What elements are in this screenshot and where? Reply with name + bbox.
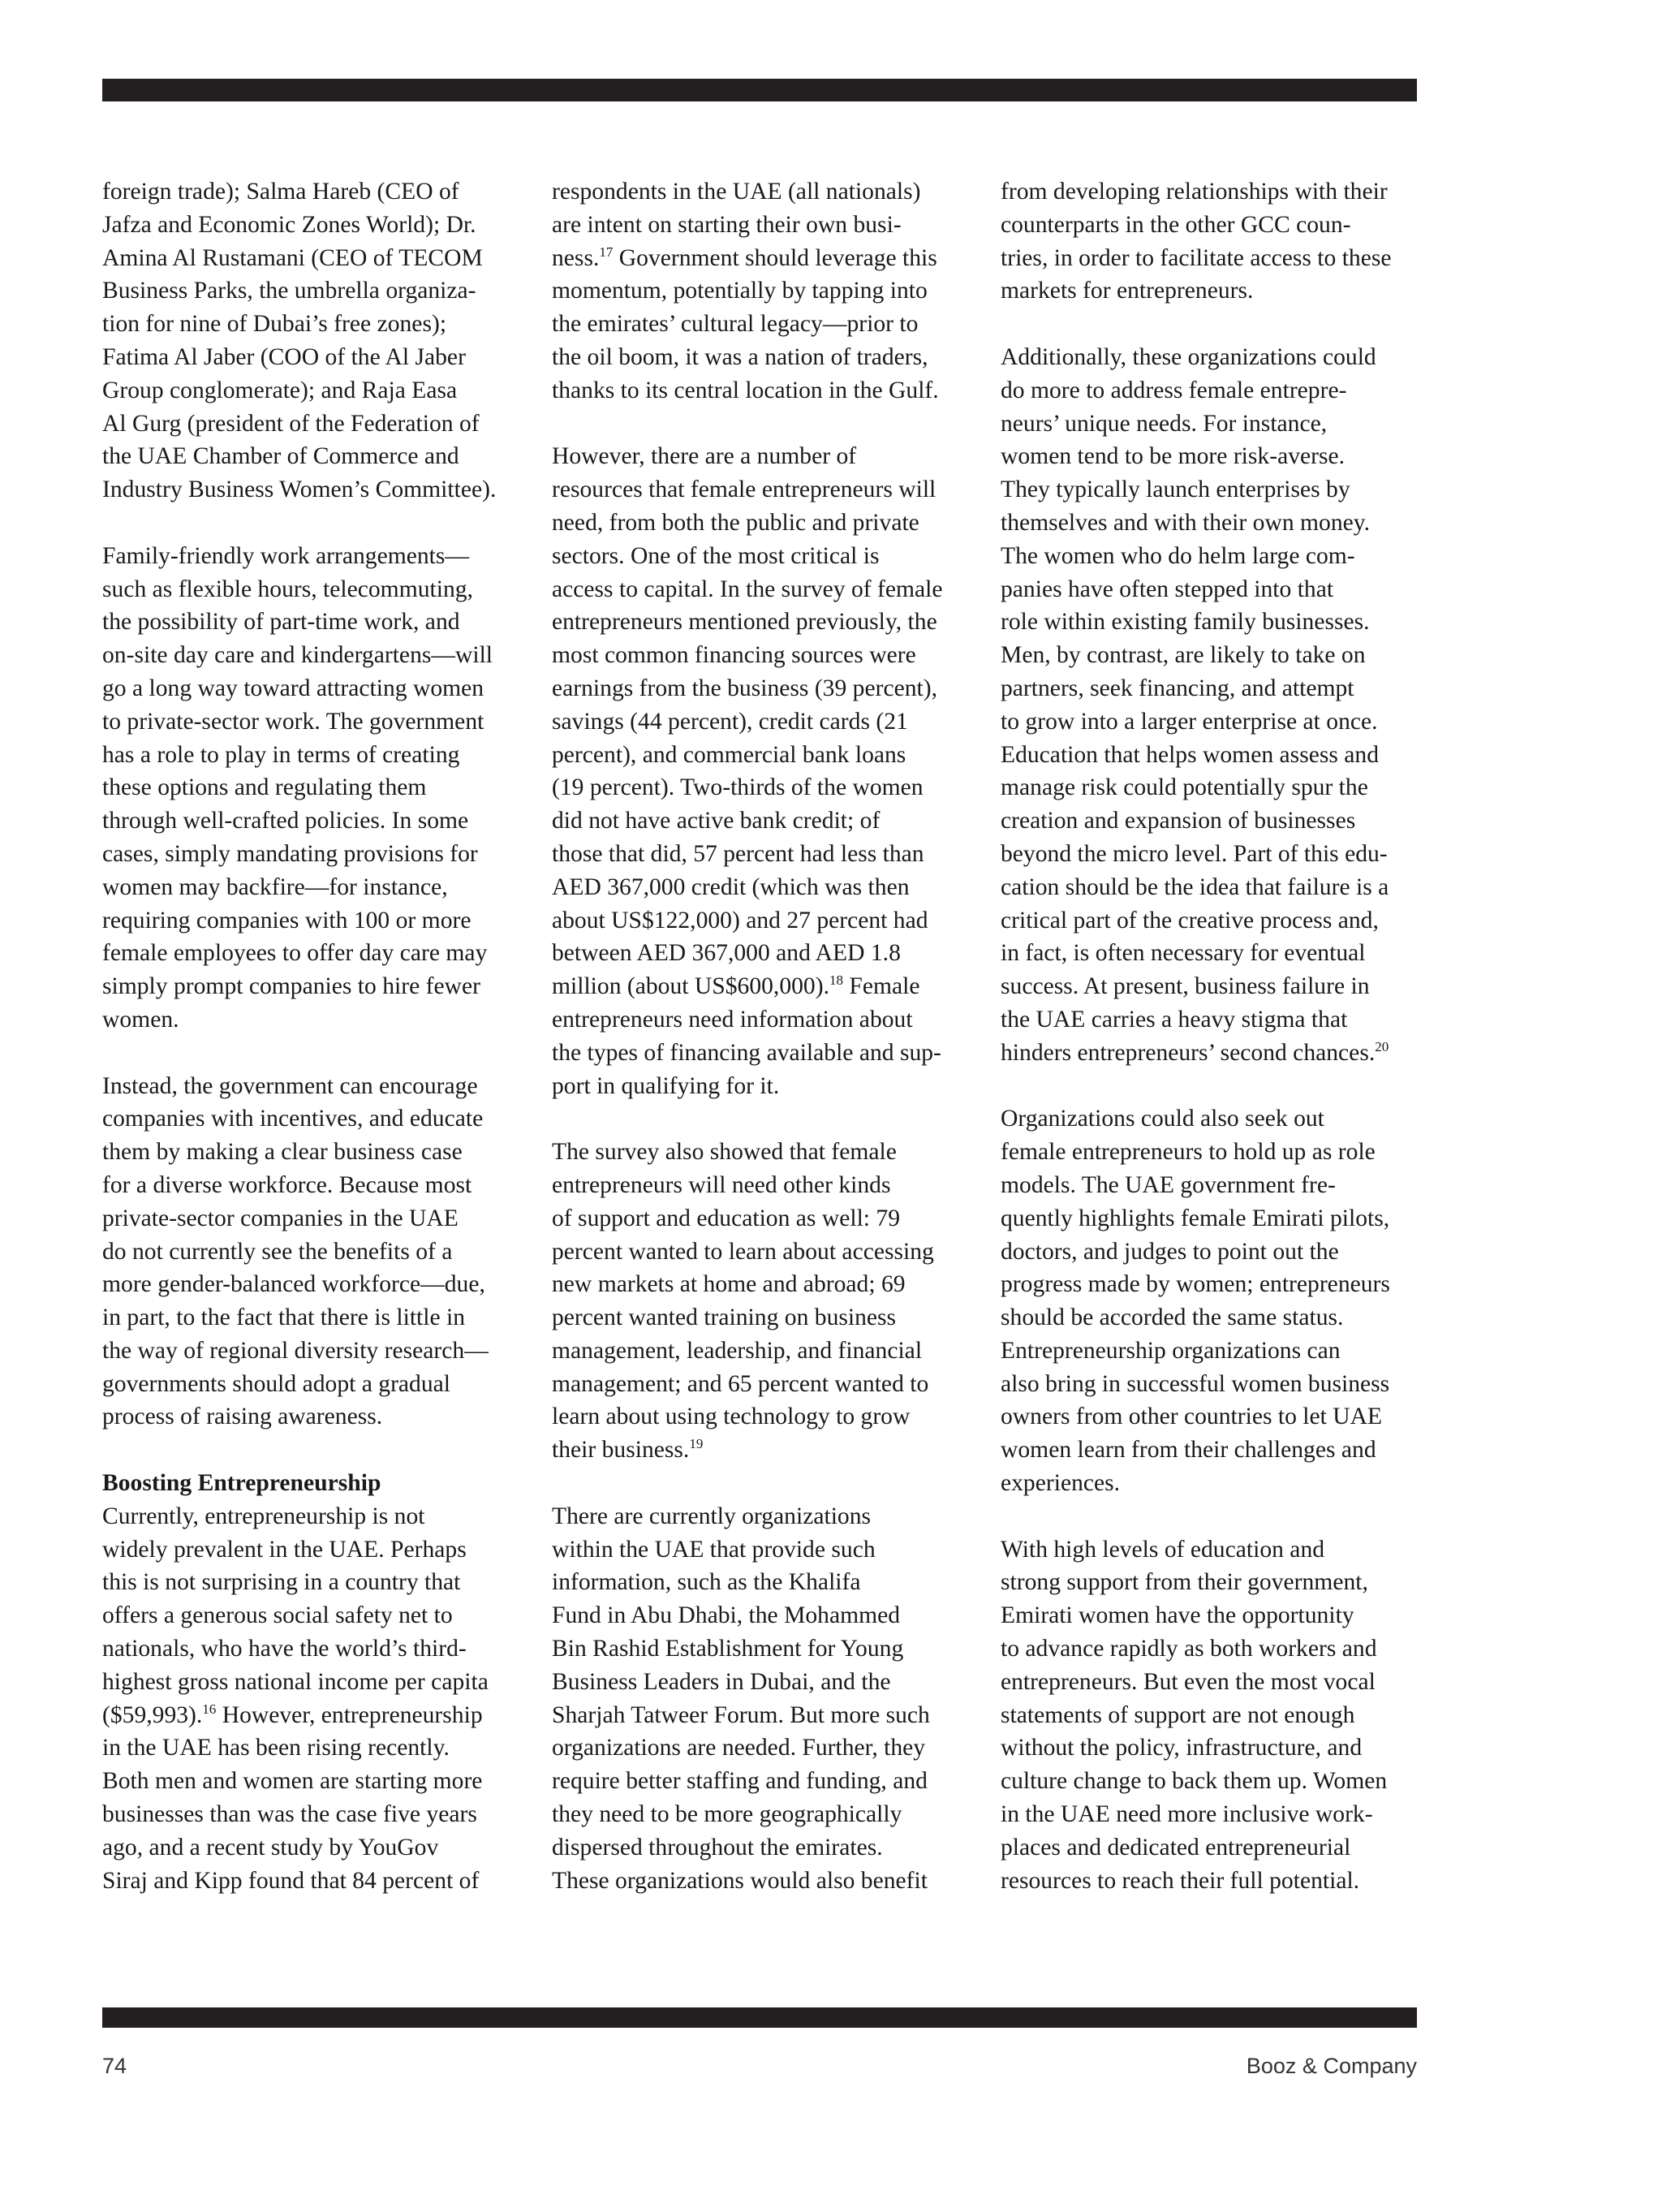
text-line: beyond the micro level. Part of this edu- — [1001, 840, 1388, 867]
text-line: With high levels of education and — [1001, 1536, 1325, 1563]
text-line: partners, seek financing, and attempt — [1001, 675, 1354, 701]
text-line: to private-sector work. The government — [102, 708, 484, 735]
text-line: respondents in the UAE (all nationals) — [552, 179, 921, 205]
column-3 — [1001, 175, 1423, 1897]
text-line: resources that female entrepreneurs will — [552, 476, 936, 503]
text-line: models. The UAE government fre- — [1001, 1171, 1336, 1198]
text-line: (19 percent). Two-thirds of the women — [552, 774, 924, 801]
text-line: information, such as the Khalifa — [552, 1569, 861, 1596]
text-line: the emirates’ cultural legacy—prior to — [552, 311, 919, 338]
text-line: AED 367,000 credit (which was then — [552, 873, 910, 900]
text-line: The women who do helm large com- — [1001, 542, 1355, 569]
text-fragment: hinders entrepreneurs’ second chances. — [1001, 1039, 1376, 1066]
text-line: Organizations could also seek out — [1001, 1106, 1324, 1132]
text-line: manage risk could potentially spur the — [1001, 774, 1368, 801]
text-line: in fact, is often necessary for eventual — [1001, 940, 1366, 967]
publisher-name: Booz & Company — [1246, 2054, 1417, 2078]
text-line: thanks to its central location in the Gulf. — [552, 377, 939, 403]
text-line: Entrepreneurship organizations can — [1001, 1337, 1341, 1364]
text-line: in the UAE need more inclusive work- — [1001, 1801, 1373, 1828]
text-line: Men, by contrast, are likely to take on — [1001, 642, 1366, 669]
text-line: businesses than was the case five years — [102, 1801, 477, 1828]
text-line: Al Gurg (president of the Federation of — [102, 410, 480, 437]
text-line: success. At present, business failure in — [1001, 973, 1370, 1000]
text-line: Amina Al Rustamani (CEO of TECOM — [102, 244, 483, 271]
text-line: creation and expansion of businesses — [1001, 808, 1356, 834]
text-line: entrepreneurs mentioned previously, the — [552, 609, 937, 636]
text-fragment: million (about US$600,000). — [552, 973, 829, 1000]
text-line: Bin Rashid Establishment for Young — [552, 1636, 904, 1662]
text-line: counterparts in the other GCC coun- — [1001, 211, 1351, 238]
text-line: panies have often stepped into that — [1001, 576, 1334, 602]
text-line: critical part of the creative process and, — [1001, 907, 1379, 934]
text-line: simply prompt companies to hire fewer — [102, 973, 480, 1000]
text-line: Sharjah Tatweer Forum. But more such — [552, 1701, 930, 1728]
text-line: within the UAE that provide such — [552, 1536, 876, 1563]
footnote-ref: 19 — [689, 1436, 704, 1452]
paragraph-gap — [552, 1467, 974, 1500]
top-rule — [102, 79, 1417, 101]
text-line: women tend to be more risk-averse. — [1001, 443, 1346, 470]
text-line: learn about using technology to grow — [552, 1404, 911, 1430]
text-line-with-footnote — [552, 1434, 974, 1467]
text-fragment: ($59,993). — [102, 1701, 203, 1728]
column-2 — [552, 175, 974, 1897]
text-line: ago, and a recent study by YouGov — [102, 1834, 439, 1861]
text-line: Siraj and Kipp found that 84 percent of — [102, 1867, 480, 1894]
text-line: them by making a clear business case — [102, 1139, 463, 1166]
text-line: However, there are a number of — [552, 443, 857, 470]
paragraph-gap — [1001, 308, 1423, 341]
text-line: in the UAE has been rising recently. — [102, 1735, 450, 1761]
text-line: require better staffing and funding, and — [552, 1768, 928, 1795]
text-line: about US$122,000) and 27 percent had — [552, 907, 928, 934]
text-line: process of raising awareness. — [102, 1404, 383, 1430]
text-line: more gender-balanced workforce—due, — [102, 1271, 485, 1298]
text-line: organizations are needed. Further, they — [552, 1735, 926, 1761]
text-line: did not have active bank credit; of — [552, 808, 881, 834]
text-line: has a role to play in terms of creating — [102, 741, 460, 768]
paragraph-gap — [102, 1037, 524, 1070]
text-line: widely prevalent in the UAE. Perhaps — [102, 1536, 467, 1563]
text-line: management; and 65 percent wanted to — [552, 1370, 929, 1397]
footnote-ref: 18 — [829, 972, 843, 989]
text-line: cases, simply mandating provisions for — [102, 840, 478, 867]
text-line: percent), and commercial bank loans — [552, 741, 906, 768]
text-line: the oil boom, it was a nation of traders, — [552, 343, 928, 370]
text-line: private-sector companies in the UAE — [102, 1205, 459, 1231]
text-line: owners from other countries to let UAE — [1001, 1404, 1383, 1430]
text-line: entrepreneurs need information about — [552, 1006, 913, 1033]
text-line: also bring in successful women business — [1001, 1370, 1390, 1397]
text-line: to grow into a larger enterprise at once. — [1001, 708, 1378, 735]
text-line: should be accorded the same status. — [1001, 1304, 1344, 1331]
column-1 — [102, 175, 524, 1897]
text-line: female entrepreneurs to hold up as role — [1001, 1139, 1376, 1166]
text-line: markets for entrepreneurs. — [1001, 278, 1254, 304]
text-line: to advance rapidly as both workers and — [1001, 1636, 1377, 1662]
text-line: through well-crafted policies. In some — [102, 808, 469, 834]
text-line: such as flexible hours, telecommuting, — [102, 576, 473, 602]
text-line: between AED 367,000 and AED 1.8 — [552, 940, 901, 967]
text-line: nationals, who have the world’s third- — [102, 1636, 467, 1662]
text-line: Additionally, these organizations could — [1001, 343, 1376, 370]
text-line: tries, in order to facilitate access to these — [1001, 244, 1392, 271]
footnote-ref: 17 — [599, 244, 614, 260]
text-line: on-site day care and kindergartens—will — [102, 642, 493, 669]
text-line-with-footnote — [102, 1699, 524, 1732]
text-line: this is not surprising in a country that — [102, 1569, 461, 1596]
text-line: women. — [102, 1006, 179, 1033]
text-line: culture change to back them up. Women — [1001, 1768, 1388, 1795]
text-line: the UAE carries a heavy stigma that — [1001, 1006, 1348, 1033]
text-line: Jafza and Economic Zones World); Dr. — [102, 211, 476, 238]
text-line: quently highlights female Emirati pilots, — [1001, 1205, 1390, 1231]
text-line: Business Leaders in Dubai, and the — [552, 1668, 891, 1695]
text-line: experiences. — [1001, 1470, 1121, 1497]
text-line: These organizations would also benefit — [552, 1867, 928, 1894]
bottom-rule — [102, 2007, 1417, 2028]
text-line: resources to reach their full potential. — [1001, 1867, 1360, 1894]
text-fragment: Female — [842, 973, 920, 1000]
text-line-with-footnote — [552, 242, 974, 275]
text-line: Business Parks, the umbrella organiza- — [102, 278, 476, 304]
text-line: governments should adopt a gradual — [102, 1370, 451, 1397]
text-fragment: However, entrepreneurship — [216, 1701, 483, 1728]
text-line: doctors, and judges to point out the — [1001, 1238, 1339, 1265]
text-line: the way of regional diversity research— — [102, 1337, 489, 1364]
text-line: themselves and with their own money. — [1001, 509, 1371, 536]
text-line: requiring companies with 100 or more — [102, 907, 471, 934]
text-line: most common financing sources were — [552, 642, 916, 669]
text-line: foreign trade); Salma Hareb (CEO of — [102, 179, 459, 205]
text-line: the possibility of part-time work, and — [102, 609, 460, 636]
text-line-with-footnote — [552, 970, 974, 1003]
section-heading: Boosting Entrepreneurship — [102, 1470, 381, 1497]
text-line: neurs’ unique needs. For instance, — [1001, 410, 1328, 437]
text-line: entrepreneurs. But even the most vocal — [1001, 1668, 1376, 1695]
text-line: offers a generous social safety net to — [102, 1602, 453, 1629]
text-line: They typically launch enterprises by — [1001, 476, 1350, 503]
text-line: of support and education as well: 79 — [552, 1205, 901, 1231]
paragraph-gap — [1001, 1500, 1423, 1533]
text-line: earnings from the business (39 percent), — [552, 675, 938, 701]
text-line: in part, to the fact that there is little in — [102, 1304, 466, 1331]
text-line: port in qualifying for it. — [552, 1072, 780, 1099]
text-line: Fund in Abu Dhabi, the Mohammed — [552, 1602, 901, 1629]
text-line: entrepreneurs will need other kinds — [552, 1171, 891, 1198]
text-line: places and dedicated entrepreneurial — [1001, 1834, 1351, 1861]
text-fragment: Government should leverage this — [613, 244, 937, 271]
text-line: from developing relationships with their — [1001, 179, 1388, 205]
text-line-with-footnote — [1001, 1037, 1423, 1070]
text-line: access to capital. In the survey of female — [552, 576, 943, 602]
text-line: role within existing family businesses. — [1001, 609, 1370, 636]
text-line: those that did, 57 percent had less than — [552, 840, 924, 867]
text-line: the UAE Chamber of Commerce and — [102, 443, 459, 470]
text-line: Instead, the government can encourage — [102, 1072, 478, 1099]
paragraph-gap — [102, 1434, 524, 1467]
text-line: without the policy, infrastructure, and — [1001, 1735, 1363, 1761]
text-line: women learn from their challenges and — [1001, 1437, 1376, 1464]
text-line: tion for nine of Dubai’s free zones); — [102, 311, 447, 338]
text-line: Currently, entrepreneurship is not — [102, 1503, 425, 1529]
text-line: do not currently see the benefits of a — [102, 1238, 453, 1265]
text-line: momentum, potentially by tapping into — [552, 278, 928, 304]
text-line: new markets at home and abroad; 69 — [552, 1271, 906, 1298]
text-line: percent wanted training on business — [552, 1304, 897, 1331]
text-line: There are currently organizations — [552, 1503, 872, 1529]
text-line: Group conglomerate); and Raja Easa — [102, 377, 458, 403]
text-line: percent wanted to learn about accessing — [552, 1238, 934, 1265]
text-line: do more to address female entrepre- — [1001, 377, 1347, 403]
text-line: Family-friendly work arrangements— — [102, 542, 469, 569]
text-line: progress made by women; entrepreneurs — [1001, 1271, 1390, 1298]
text-line: management, leadership, and financial — [552, 1337, 923, 1364]
text-line: women may backfire—for instance, — [102, 873, 448, 900]
text-line: go a long way toward attracting women — [102, 675, 484, 701]
text-line: sectors. One of the most critical is — [552, 542, 880, 569]
text-line: savings (44 percent), credit cards (21 — [552, 708, 908, 735]
text-line: Industry Business Women’s Committee). — [102, 476, 497, 503]
text-line: these options and regulating them — [102, 774, 427, 801]
footnote-ref: 16 — [202, 1701, 217, 1717]
paragraph-gap — [102, 507, 524, 540]
text-fragment: ness. — [552, 244, 600, 271]
text-line: for a diverse workforce. Because most — [102, 1171, 472, 1198]
text-line: Emirati women have the opportunity — [1001, 1602, 1354, 1629]
text-line: strong support from their government, — [1001, 1569, 1368, 1596]
footnote-ref: 20 — [1375, 1038, 1389, 1054]
text-line: The survey also showed that female — [552, 1139, 897, 1166]
text-line: female employees to offer day care may — [102, 940, 488, 967]
text-line: cation should be the idea that failure is a — [1001, 873, 1389, 900]
text-line: dispersed throughout the emirates. — [552, 1834, 883, 1861]
text-line: Fatima Al Jaber (COO of the Al Jaber — [102, 343, 466, 370]
paragraph-gap — [552, 1102, 974, 1136]
text-line: need, from both the public and private — [552, 509, 919, 536]
text-line: statements of support are not enough — [1001, 1701, 1355, 1728]
text-line: Both men and women are starting more — [102, 1768, 483, 1795]
text-line: highest gross national income per capita — [102, 1668, 489, 1695]
text-fragment: their business. — [552, 1437, 690, 1464]
text-line: they need to be more geographically — [552, 1801, 902, 1828]
text-line: the types of financing available and sup- — [552, 1039, 941, 1066]
paragraph-gap — [552, 407, 974, 441]
text-line: Education that helps women assess and — [1001, 741, 1380, 768]
paragraph-gap — [1001, 1070, 1423, 1103]
text-line: companies with incentives, and educate — [102, 1106, 484, 1132]
page-number: 74 — [102, 2054, 127, 2078]
text-line: are intent on starting their own busi- — [552, 211, 902, 238]
